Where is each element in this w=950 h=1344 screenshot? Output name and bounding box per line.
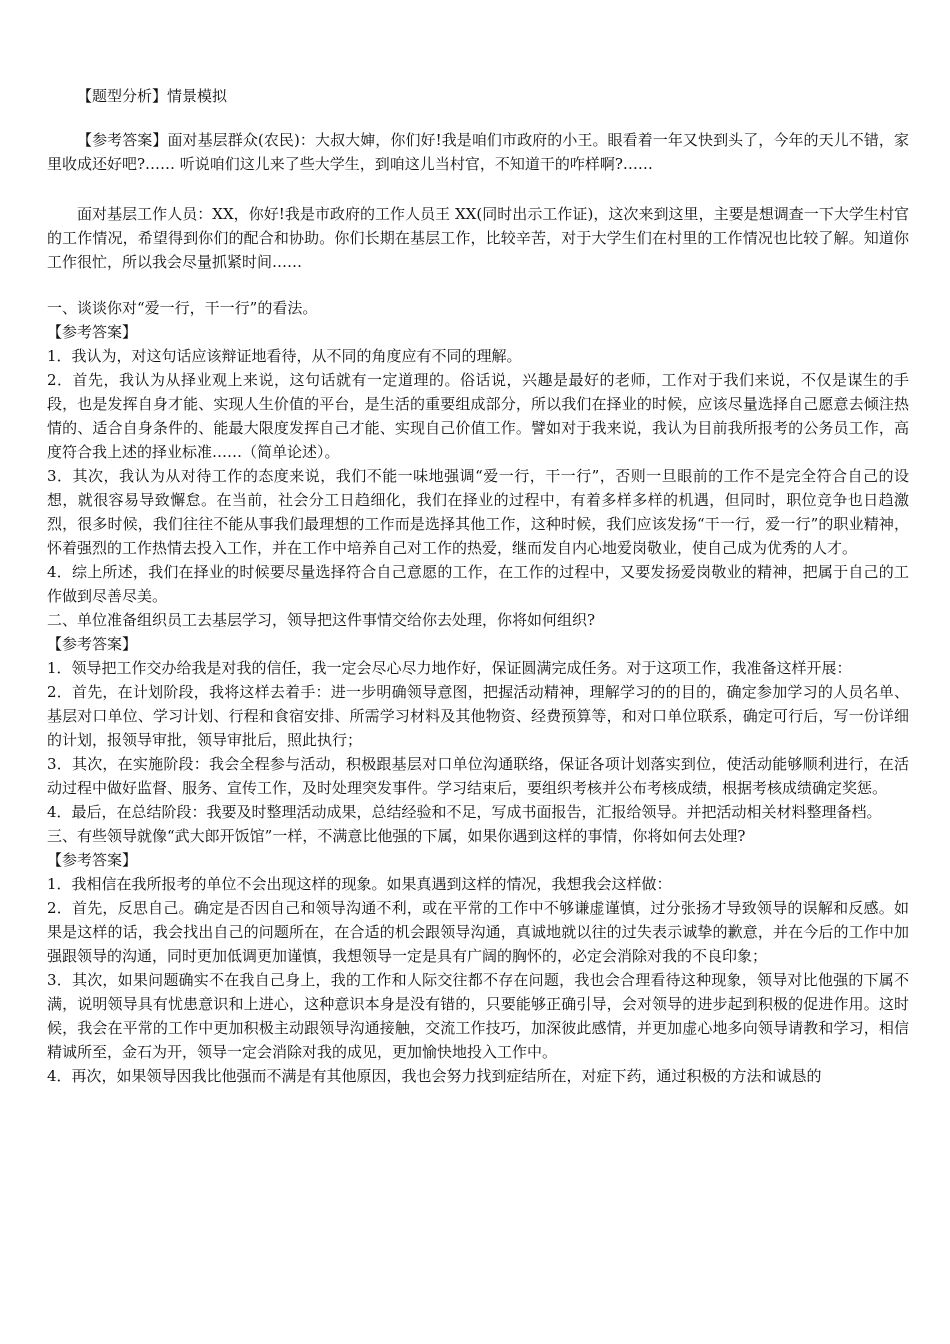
- section-1: [47, 296, 909, 608]
- answer-point: 1．我认为，对这句话应该辩证地看待，从不同的角度应有不同的理解。: [47, 347, 522, 365]
- answer-point: 2．首先，反思自己。确定是否因自己和领导沟通不利，或在平常的工作中不够谦虚谨慎，过分张扬才导致领导的误解和反感。如果是这样的话，我会找出自己的问题所在，在合适的机会跟领导沟通，真诚地就以往的过失表示诚挚的歉意，并在今后的工作中加强跟领导的沟通，同时更加低调更加谨慎，我想领导一定是具有广阔的胸怀的，必定会消除对我的不良印象；: [47, 899, 909, 965]
- answer-point: 3．其次，在实施阶段：我会全程参与活动，积极跟基层对口单位沟通联络，保证各项计划落实到位，使活动能够顺利进行，在活动过程中做好监督、服务、宣传工作，及时处理突发事件。学习结束后，要组织考核并公布考核成绩，根据考核成绩确定奖惩。: [47, 755, 909, 797]
- document-page: [47, 84, 909, 1088]
- section-3: [47, 824, 909, 1088]
- answer-point: 3．其次，我认为从对待工作的态度来说，我们不能一味地强调“爱一行，干一行”，否则一旦眼前的工作不是完全符合自己的设想，就很容易导致懈怠。在当前，社会分工日趋细化，我们在择业的过程中，有着多样多样的机遇，但同时，职位竞争也日趋激烈，很多时候，我们往往不能从事我们最理想的工作而是选择其他工作，这种时候，我们应该发扬“干一行，爱一行”的职业精神，怀着强烈的工作热情去投入工作，并在工作中培养自己对工作的热爱，继而发自内心地爱岗敬业，使自己成为优秀的人才。: [47, 467, 909, 557]
- answer-point: 3．其次，如果问题确实不在我自己身上，我的工作和人际交往都不存在问题，我也会合理看待这种现象，领导对比他强的下属不满，说明领导具有忧患意识和上进心，这种意识本身是没有错的，只要能够正确引导，会对领导的进步起到积极的促进作用。这时候，我会在平常的工作中更加积极主动跟领导沟通接触，交流工作技巧，加深彼此感情，并更加虚心地多向领导请教和学习，相信精诚所至，金石为开，领导一定会消除对我的成见，更加愉快地投入工作中。: [47, 971, 909, 1061]
- answer-point: 4．最后，在总结阶段：我要及时整理活动成果，总结经验和不足，写成书面报告，汇报给领导。并把活动相关材料整理备档。: [47, 803, 882, 821]
- answer-point: 2．首先，我认为从择业观上来说，这句话就有一定道理的。俗话说，兴趣是最好的老师，工作对于我们来说，不仅是谋生的手段，也是发挥自身才能、实现人生价值的平台，是生活的重要组成部分，所以我们在择业的时候，应该尽量选择自己愿意去倾注热情的、适合自身条件的、能最大限度发挥自己才能、实现自己价值工作。譬如对于我来说，我认为目前我所报考的公务员工作，高度符合我上述的择业标准……（简单论述）。: [47, 371, 909, 461]
- answer-point: 1．我相信在我所报考的单位不会出现这样的现象。如果真遇到这样的情况，我想我会这样做：: [47, 875, 672, 893]
- answer-point: 1．领导把工作交办给我是对我的信任，我一定会尽心尽力地作好，保证圆满完成任务。对于这项工作，我准备这样开展：: [47, 659, 852, 677]
- answer-label: 【参考答案】: [47, 635, 138, 653]
- answer-label: 【参考答案】: [47, 851, 138, 869]
- answer-point: 4．综上所述，我们在择业的时候要尽量选择符合自己意愿的工作，在工作的过程中，又要发扬爱岗敬业的精神，把属于自己的工作做到尽善尽美。: [47, 563, 909, 605]
- section-question: 三、有些领导就像“武大郎开饭馆”一样，不满意比他强的下属，如果你遇到这样的事情，你将如何去处理?: [47, 827, 746, 845]
- section-2: [47, 608, 909, 824]
- answer-point: 4．再次，如果领导因我比他强而不满是有其他原因，我也会努力找到症结所在，对症下药，通过积极的方法和诚恳的: [47, 1067, 822, 1085]
- reference-answer-villagers: 【参考答案】面对基层群众(农民)：大叔大婶，你们好!我是咱们市政府的小王。眼看着一年又快到头了，今年的天儿不错，家里收成还好吧?…… 听说咱们这儿来了些大学生，到咱这儿当村官，不知道干的咋样啊?……: [47, 131, 909, 173]
- answer-point: 2．首先，在计划阶段，我将这样去着手：进一步明确领导意图，把握活动精神，理解学习的的目的，确定参加学习的人员名单、基层对口单位、学习计划、行程和食宿安排、所需学习材料及其他物资、经费预算等，和对口单位联系，确定可行后，写一份详细的计划，报领导审批，领导审批后，照此执行；: [47, 683, 909, 749]
- section-question: 一、谈谈你对“爱一行，干一行”的看法。: [47, 299, 318, 317]
- question-type-heading: 【题型分析】情景模拟: [77, 87, 228, 105]
- section-question: 二、单位准备组织员工去基层学习，领导把这件事情交给你去处理，你将如何组织?: [47, 611, 596, 629]
- answer-label: 【参考答案】: [47, 323, 138, 341]
- reference-answer-workers: 面对基层工作人员：XX，你好!我是市政府的工作人员王 XX(同时出示工作证)，这次来到这里，主要是想调查一下大学生村官的工作情况，希望得到你们的配合和协助。你们长期在基层工作，比较辛苦，对于大学生们在村里的工作情况也比较了解。知道你工作很忙，所以我会尽量抓紧时间……: [47, 205, 909, 271]
